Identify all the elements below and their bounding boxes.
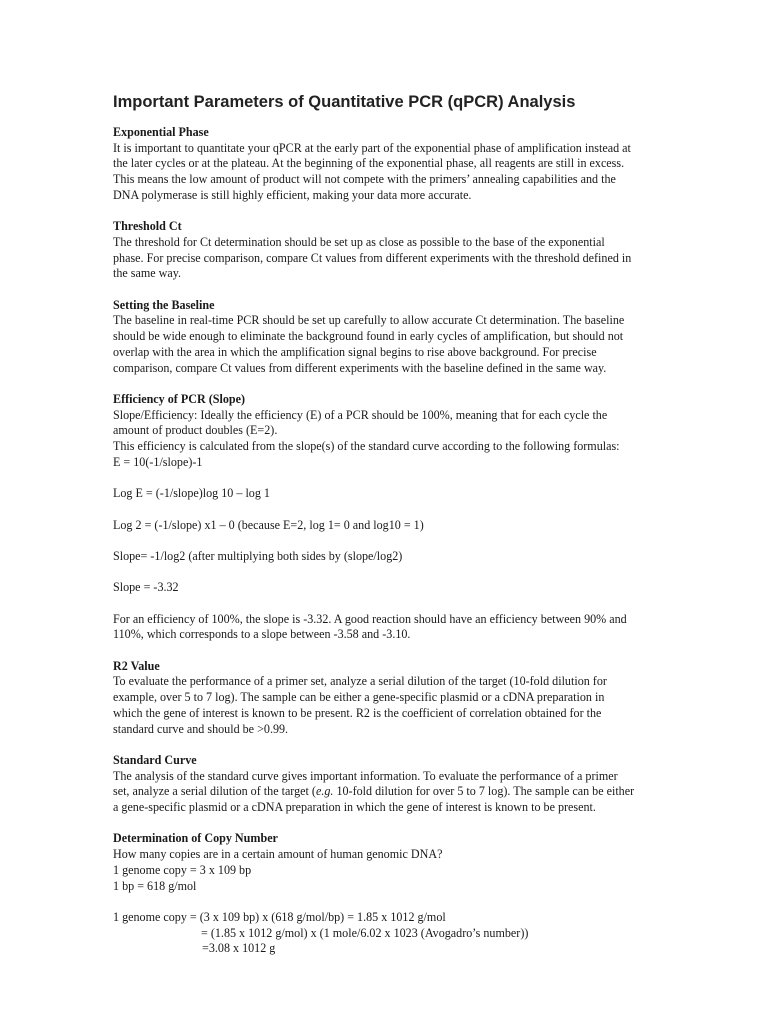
- section-heading: Setting the Baseline: [113, 297, 215, 312]
- blank-line: [113, 502, 673, 518]
- section-heading: Threshold Ct: [113, 219, 182, 234]
- formula-line: Log E = (-1/slope)log 10 – log 1: [113, 486, 270, 501]
- paragraph-line: standard curve and should be >0.99.: [113, 721, 289, 736]
- italic-text: e.g.: [315, 784, 334, 799]
- paragraph-line: Slope/Efficiency: Ideally the efficiency (E) of a PCR should be 100%, meaning that for each cycle the: [113, 407, 608, 422]
- blank-line: [113, 894, 673, 910]
- formula-line: Slope = -3.32: [113, 580, 179, 595]
- paragraph-line: example, over 5 to 7 log). The sample can be either a gene-specific plasmid or a cDNA preparation in: [113, 690, 605, 705]
- section-copy-number: [113, 831, 673, 957]
- page-title: Important Parameters of Quantitative PCR (qPCR) Analysis: [113, 93, 576, 111]
- paragraph-line: should be wide enough to eliminate the background found in early cycles of amplification, but should not: [113, 329, 624, 344]
- section-efficiency: [113, 392, 673, 643]
- section-setting-baseline: [113, 298, 673, 377]
- paragraph-line: The threshold for Ct determination should be set up as close as possible to the base of the exponential: [113, 234, 605, 249]
- section-heading: Efficiency of PCR (Slope): [113, 391, 245, 406]
- section-heading: Determination of Copy Number: [113, 831, 278, 846]
- blank-line: [113, 470, 673, 486]
- paragraph-line: 110%, which corresponds to a slope between -3.58 and -3.10.: [113, 627, 411, 642]
- formula-line: Log 2 = (-1/slope) x1 – 0 (because E=2, log 1= 0 and log10 = 1): [113, 517, 424, 532]
- formula-line: Slope= -1/log2 (after multiplying both sides by (slope/log2): [113, 548, 403, 563]
- blank-line: [113, 596, 673, 612]
- blank-line: [113, 565, 673, 581]
- paragraph-line: DNA polymerase is still highly efficient, making your data more accurate.: [113, 187, 472, 202]
- calculation-line: = (1.85 x 1012 g/mol) x (1 mole/6.02 x 1023 (Avogadro’s number)): [201, 925, 529, 940]
- paragraph-line: It is important to quantitate your qPCR at the early part of the exponential phase of amplification instead at: [113, 140, 631, 155]
- text-run: 10-fold dilution for over 5 to 7 log). The sample can be either: [333, 784, 635, 799]
- paragraph-line: 1 genome copy = 3 x 109 bp: [113, 862, 252, 877]
- paragraph-line: For an efficiency of 100%, the slope is -3.32. A good reaction should have an efficiency between 90% and: [113, 611, 627, 626]
- text-run: set, analyze a serial dilution of the target (: [113, 784, 316, 799]
- paragraph-line: This efficiency is calculated from the slope(s) of the standard curve according to the following formulas:: [113, 439, 620, 454]
- section-r2-value: [113, 659, 673, 738]
- section-heading: Standard Curve: [113, 752, 197, 767]
- calculation-line: =3.08 x 1012 g: [202, 941, 276, 956]
- paragraph-line: The baseline in real-time PCR should be set up carefully to allow accurate Ct determination. The baseline: [113, 313, 625, 328]
- paragraph-line: amount of product doubles (E=2).: [113, 423, 278, 438]
- section-threshold-ct: [113, 219, 673, 282]
- document-body: [113, 125, 673, 973]
- paragraph-line: [113, 784, 673, 800]
- section-heading: R2 Value: [113, 658, 160, 673]
- paragraph-line: E = 10(-1/slope)-1: [113, 454, 203, 469]
- paragraph-line: a gene-specific plasmid or a cDNA preparation in which the gene of interest is known to be present.: [113, 800, 596, 815]
- paragraph-line: This means the low amount of product will not compete with the primers’ annealing capabilities and the: [113, 172, 616, 187]
- calculation-line: 1 genome copy = (3 x 109 bp) x (618 g/mol/bp) = 1.85 x 1012 g/mol: [113, 909, 446, 924]
- section-exponential-phase: [113, 125, 673, 204]
- paragraph-line: comparison, compare Ct values from different experiments with the baseline defined in the same way.: [113, 360, 607, 375]
- section-heading: Exponential Phase: [113, 125, 209, 139]
- paragraph-line: 1 bp = 618 g/mol: [113, 878, 197, 893]
- blank-line: [113, 533, 673, 549]
- paragraph-line: How many copies are in a certain amount of human genomic DNA?: [113, 847, 443, 862]
- paragraph-line: The analysis of the standard curve gives important information. To evaluate the performance of a primer: [113, 768, 618, 783]
- paragraph-line: To evaluate the performance of a primer set, analyze a serial dilution of the target (10-fold dilution for: [113, 674, 607, 689]
- paragraph-line: the same way.: [113, 266, 182, 281]
- paragraph-line: phase. For precise comparison, compare Ct values from different experiments with the threshold defined in: [113, 250, 632, 265]
- paragraph-line: the later cycles or at the plateau. At the beginning of the exponential phase, all reagents are still in excess.: [113, 156, 625, 171]
- paragraph-line: which the gene of interest is known to be present. R2 is the coefficient of correlation obtained for the: [113, 705, 602, 720]
- paragraph-line: overlap with the area in which the amplification signal begins to rise above background. For precise: [113, 344, 597, 359]
- section-standard-curve: [113, 753, 673, 816]
